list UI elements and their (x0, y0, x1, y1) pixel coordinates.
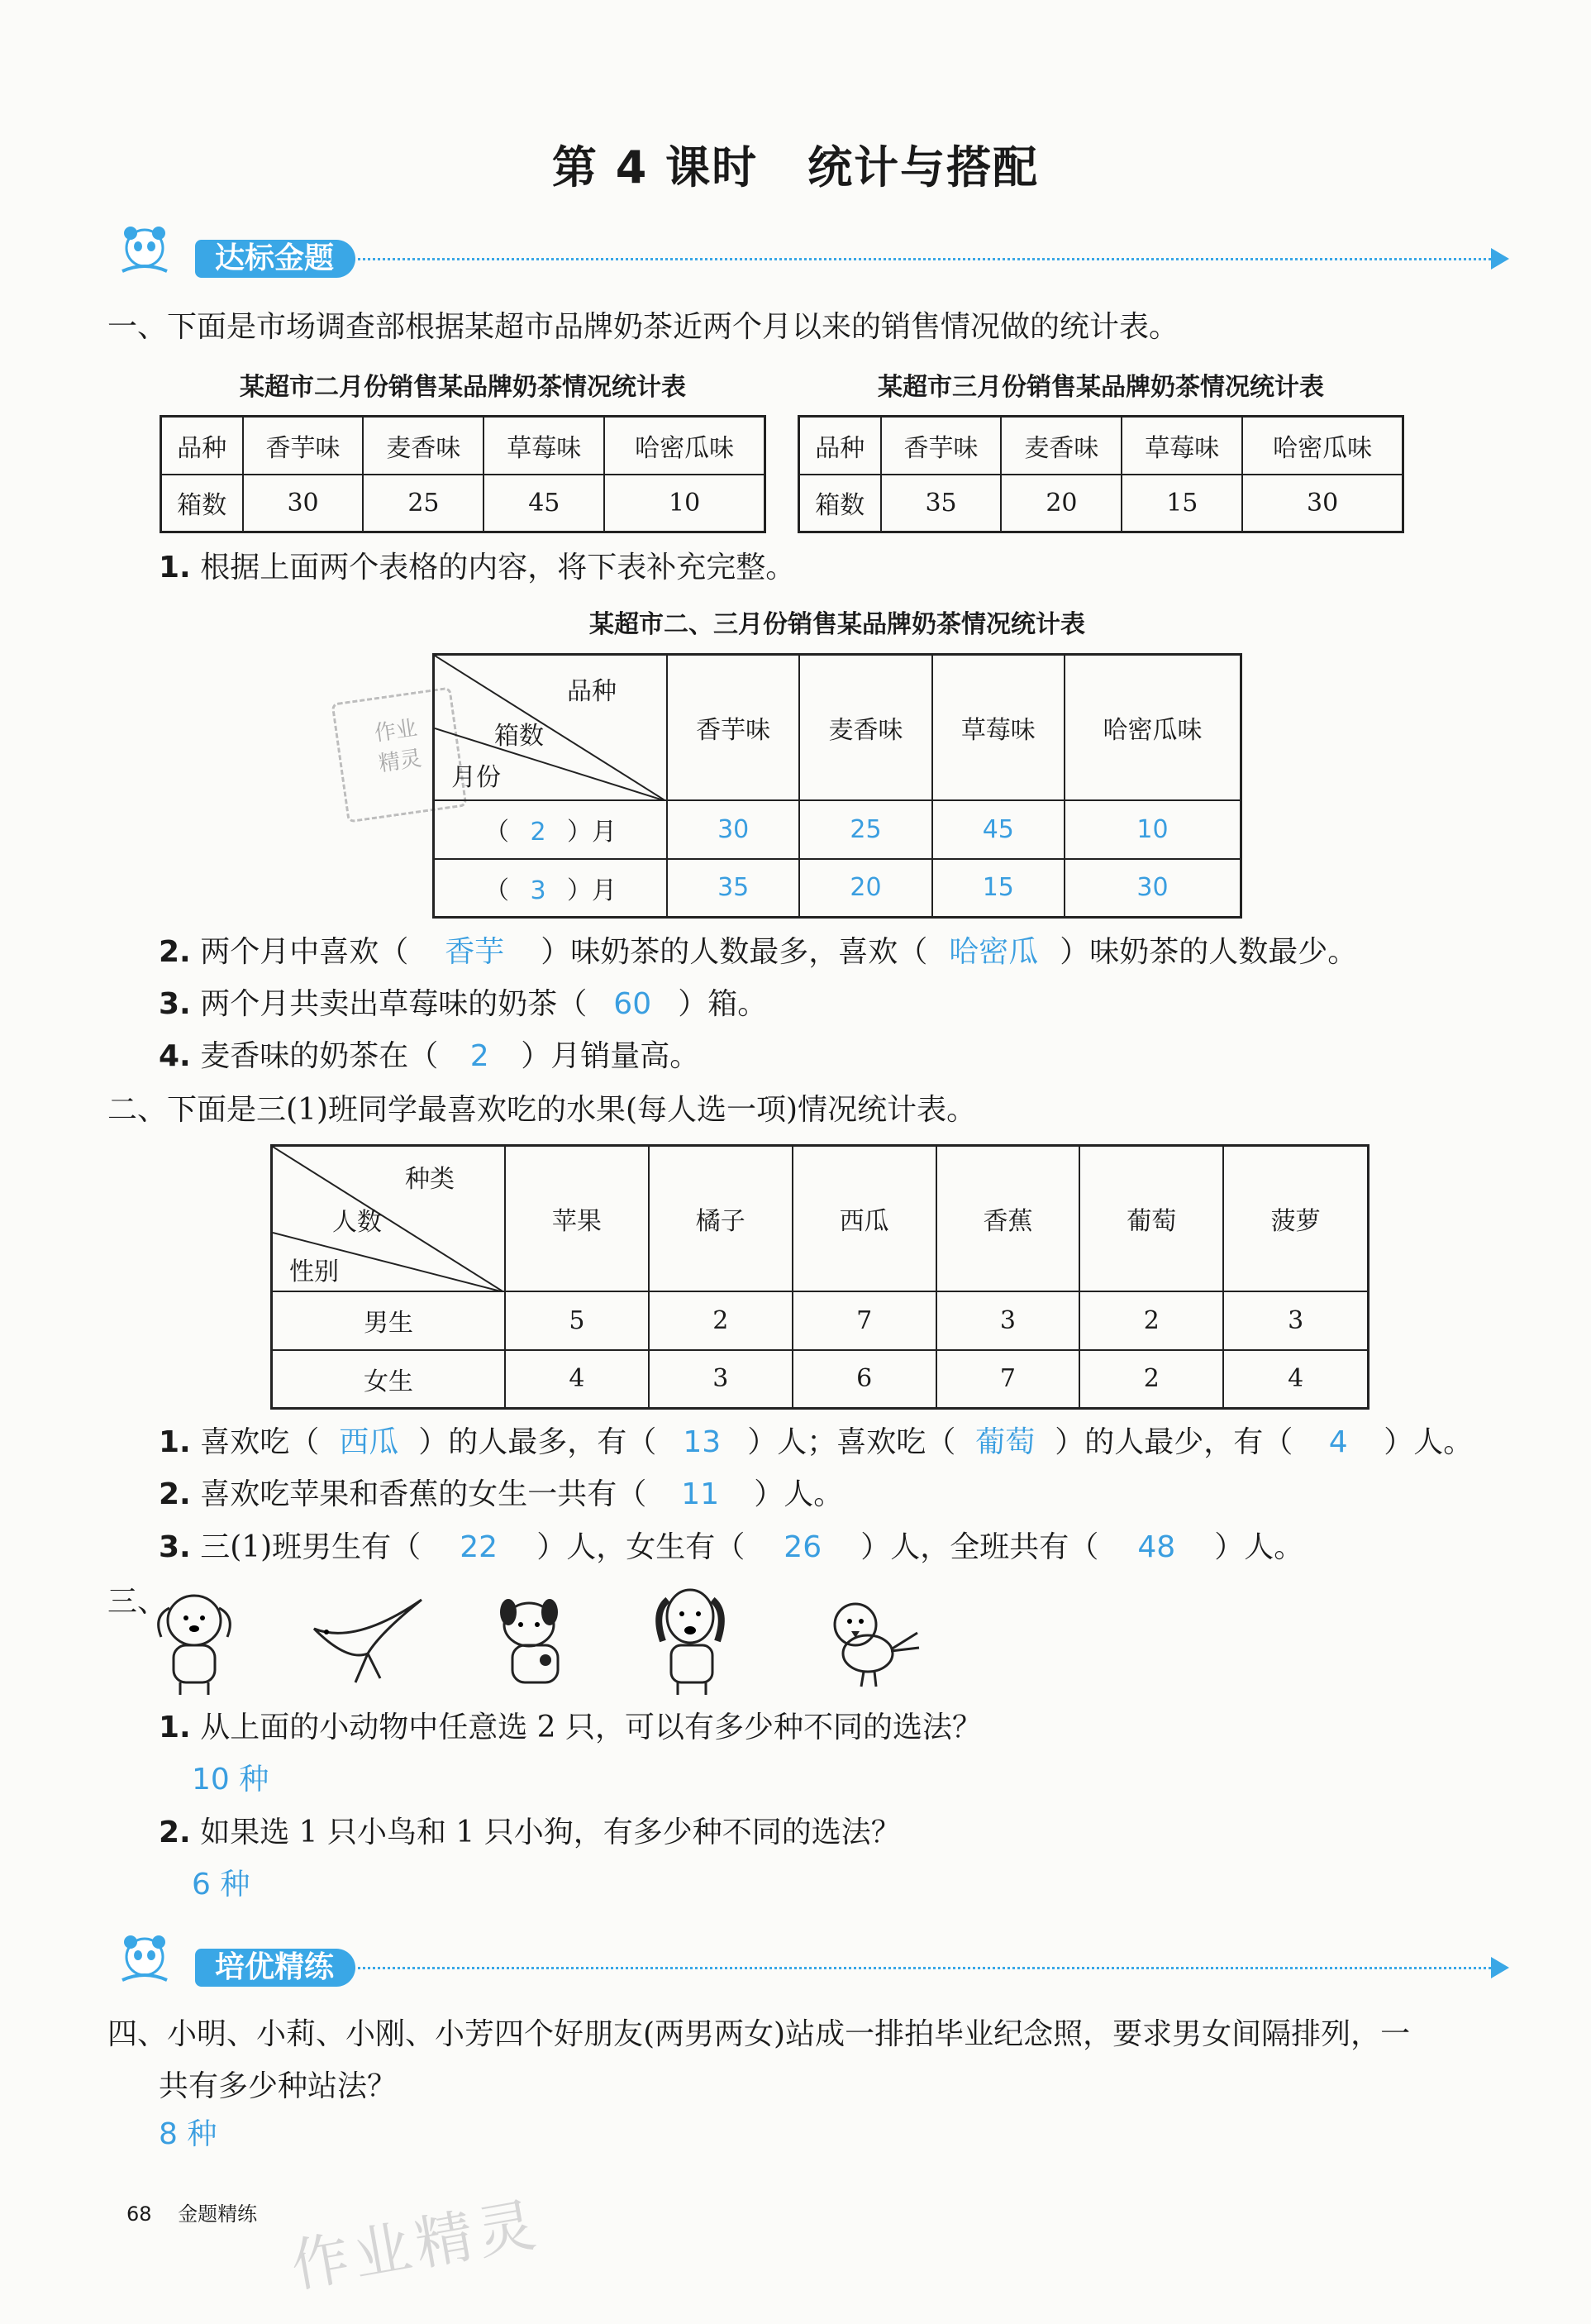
mar-table-caption: 某超市三月份销售某品牌奶茶情况统计表 (878, 373, 1324, 402)
corner-label-bottom: 月份 (451, 763, 501, 792)
table-header-cell: 香芋味 (243, 417, 364, 475)
q4-answer: 8 种 (159, 2117, 217, 2151)
table-cell: 2 (1079, 1291, 1223, 1350)
table-header-cell: 哈密瓜味 (604, 417, 765, 475)
table-header-cell: 葡萄 (1079, 1146, 1223, 1291)
table-cell: 7 (936, 1350, 1080, 1409)
table-header-cell: 草莓味 (1122, 417, 1242, 475)
table-cell: 7 (793, 1291, 936, 1350)
answer-cell: 35 (667, 859, 799, 918)
sub-number: 2. (159, 1477, 191, 1511)
answer-blank: 13 (683, 1425, 722, 1459)
paren-close: ）月 (567, 818, 617, 847)
table-cell: 3 (1223, 1291, 1368, 1350)
table-cell: 15 (1122, 475, 1242, 532)
sub-number: 2. (159, 935, 191, 969)
text-part: 三(1)班男生有（ (200, 1530, 422, 1564)
arrow-right-icon (1491, 1957, 1509, 1978)
banner-divider (314, 1967, 1496, 1969)
answer-blank: 香芋 (445, 935, 505, 969)
answer-cell: 10 (1065, 800, 1241, 859)
table-header-cell: 麦香味 (1001, 417, 1122, 475)
panda-mascot-icon (116, 1930, 174, 1988)
q3-sub2 (159, 1815, 901, 1851)
table-cell: 30 (243, 475, 364, 532)
page-number: 68 (126, 2202, 152, 2226)
answer-blank: 西瓜 (339, 1425, 399, 1459)
mar-sales-table (798, 415, 1404, 533)
table-cell: 10 (604, 475, 765, 532)
table-header-cell: 菠萝 (1223, 1146, 1368, 1291)
text-part: ）的人最多，有（ (418, 1425, 657, 1459)
section-banner-basic (33, 233, 1537, 283)
table-header-cell: 哈密瓜味 (1242, 417, 1403, 475)
sub-number: 3. (159, 987, 191, 1021)
table-header-cell: 橘子 (649, 1146, 793, 1291)
book-name: 金题精练 (178, 2202, 258, 2226)
text-part: ）人。 (1384, 1425, 1474, 1459)
text-part: ）人；喜欢吃（ (747, 1425, 956, 1459)
corner-label-mid: 箱数 (494, 722, 544, 751)
table-row-label: 箱数 (161, 475, 243, 532)
text-part: ）箱。 (678, 987, 768, 1021)
table-cell: 5 (505, 1291, 649, 1350)
feb-sales-table (160, 415, 766, 533)
diagonal-header-cell (434, 655, 668, 800)
q3-sub2-answer: 6 种 (192, 1868, 250, 1902)
text-part: ）味奶茶的人数最少。 (1060, 935, 1358, 969)
table-header-cell: 品种 (799, 417, 881, 475)
combined-sales-table (432, 653, 1242, 919)
table-header-cell: 香蕉 (936, 1146, 1080, 1291)
table-cell: 2 (649, 1291, 793, 1350)
table-header-cell: 哈密瓜味 (1065, 655, 1241, 800)
page-title (0, 132, 1591, 196)
diagonal-header-cell (272, 1146, 506, 1291)
question-2-intro: 二、下面是三(1)班同学最喜欢吃的水果(每人选一项)情况统计表。 (107, 1093, 977, 1127)
bird-icon (818, 1591, 926, 1691)
sub-text: 根据上面两个表格的内容，将下表补充完整。 (200, 551, 796, 585)
answer-blank: 葡萄 (975, 1425, 1036, 1459)
sub-number: 3. (159, 1530, 191, 1564)
arrow-right-icon (1491, 248, 1509, 270)
q2-sub2 (159, 1477, 843, 1513)
table-header-cell: 草莓味 (483, 417, 604, 475)
answer-blank: 26 (784, 1530, 822, 1564)
table-cell: 6 (793, 1350, 936, 1409)
stamp-line: 作业 (373, 715, 419, 747)
paren-open: （ (484, 818, 509, 847)
answer-cell: 25 (799, 800, 931, 859)
table-cell: 35 (881, 475, 1002, 532)
combined-table-caption: 某超市二、三月份销售某品牌奶茶情况统计表 (589, 610, 1085, 639)
table-cell: 30 (1242, 475, 1403, 532)
table-cell: 4 (505, 1350, 649, 1409)
sub-text: 如果选 1 只小鸟和 1 只小狗，有多少种不同的选法？ (200, 1816, 901, 1849)
question-4-line2: 共有多少种站法？ (159, 2069, 398, 2103)
table-cell: 2 (1079, 1350, 1223, 1409)
text-part: 麦香味的奶茶在（ (200, 1039, 439, 1073)
corner-label-top: 种类 (405, 1165, 455, 1194)
answer-blank: 60 (613, 987, 652, 1021)
text-part: 喜欢吃（ (200, 1425, 320, 1459)
sub-number: 1. (159, 551, 191, 585)
answer-cell: 30 (1065, 859, 1241, 918)
table-cell: 45 (483, 475, 604, 532)
beagle-icon (645, 1579, 744, 1699)
banner-label: 达标金题 (195, 240, 355, 278)
table-cell: 4 (1223, 1350, 1368, 1409)
banner-divider (314, 258, 1496, 260)
q2-sub3 (159, 1529, 1303, 1566)
text-part: ）人。 (754, 1477, 844, 1511)
table-header-cell: 苹果 (505, 1146, 649, 1291)
table-header-cell: 麦香味 (363, 417, 483, 475)
paren-close: ）月 (567, 876, 617, 905)
answer-cell: 30 (667, 800, 799, 859)
text-part: ）的人最少，有（ (1055, 1425, 1293, 1459)
text-part: 两个月中喜欢（ (200, 935, 409, 969)
text-part: ）人。 (1214, 1530, 1304, 1564)
text-part: 喜欢吃苹果和香蕉的女生一共有（ (200, 1477, 647, 1511)
swallow-icon (306, 1596, 430, 1687)
table-header-cell: 西瓜 (793, 1146, 936, 1291)
text-part: ）人，女生有（ (536, 1530, 745, 1564)
sub-number: 1. (159, 1711, 191, 1744)
q1-sub1 (159, 550, 795, 586)
banner-label: 培优精练 (195, 1949, 355, 1987)
question-1-intro: 一、下面是市场调查部根据某超市品牌奶茶近两个月以来的销售情况做的统计表。 (107, 310, 1179, 344)
text-part: ）人，全班共有（ (860, 1530, 1099, 1564)
answer-blank: 48 (1137, 1530, 1176, 1564)
sub-number: 2. (159, 1816, 191, 1849)
answer-cell: 45 (932, 800, 1065, 859)
table-cell: 20 (1001, 475, 1122, 532)
corner-label-top: 品种 (567, 677, 617, 706)
text-part: ）月销量高。 (521, 1039, 700, 1073)
stamp-line: 精灵 (377, 746, 423, 777)
q1-sub2 (159, 934, 1357, 971)
table-cell: 25 (363, 475, 483, 532)
table-header-cell: 麦香味 (799, 655, 931, 800)
panda-mascot-icon (116, 222, 174, 279)
question-4-line1: 四、小明、小莉、小刚、小芳四个好朋友(两男两女)站成一排拍毕业纪念照，要求男女间隔排列，一 (107, 2017, 1411, 2051)
q3-sub1 (159, 1710, 982, 1746)
feb-table-caption: 某超市二月份销售某品牌奶茶情况统计表 (240, 373, 686, 402)
answer-month: 3 (530, 876, 546, 905)
puppy-icon (149, 1583, 240, 1699)
sub-text: 从上面的小动物中任意选 2 只，可以有多少种不同的选法？ (200, 1711, 982, 1744)
table-header-cell: 草莓味 (932, 655, 1065, 800)
table-cell: 3 (649, 1350, 793, 1409)
q1-sub4 (159, 1038, 699, 1075)
answer-blank: 哈密瓜 (949, 935, 1039, 969)
table-row-label: 男生 (272, 1291, 506, 1350)
answer-blank: 22 (460, 1530, 498, 1564)
sub-number: 1. (159, 1425, 191, 1459)
watermark: 作业精灵 (286, 2190, 545, 2301)
answer-blank: 4 (1328, 1425, 1348, 1459)
page-footer (126, 2198, 257, 2226)
table-row-label: 女生 (272, 1350, 506, 1409)
answer-cell: 20 (799, 859, 931, 918)
animals-row (149, 1579, 975, 1703)
table-cell: 3 (936, 1291, 1080, 1350)
table-header-cell: 香芋味 (881, 417, 1002, 475)
lesson-topic: 统计与搭配 (807, 141, 1040, 193)
table-row-label: 箱数 (799, 475, 881, 532)
question-3-label: 三、 (107, 1585, 168, 1619)
section-banner-advanced (33, 1942, 1537, 1992)
q3-sub1-answer: 10 种 (192, 1763, 269, 1797)
lesson-number: 第 4 课时 (551, 141, 759, 193)
text-part: ）味奶茶的人数最多，喜欢（ (541, 935, 928, 969)
paren-open: （ (484, 876, 509, 905)
table-header-cell: 香芋味 (667, 655, 799, 800)
table-row-label (434, 800, 668, 859)
spotted-dog-icon (488, 1587, 579, 1695)
table-header-cell: 品种 (161, 417, 243, 475)
corner-label-mid: 人数 (332, 1208, 382, 1237)
table-row-label (434, 859, 668, 918)
text-part: 两个月共卖出草莓味的奶茶（ (200, 987, 588, 1021)
q2-sub1 (159, 1424, 1473, 1461)
answer-blank: 11 (681, 1477, 720, 1511)
sub-number: 4. (159, 1039, 191, 1073)
fruit-preference-table (270, 1144, 1369, 1410)
answer-month: 2 (530, 818, 546, 847)
corner-label-bottom: 性别 (289, 1257, 339, 1286)
answer-blank: 2 (469, 1039, 489, 1073)
q1-sub3 (159, 986, 767, 1023)
answer-cell: 15 (932, 859, 1065, 918)
